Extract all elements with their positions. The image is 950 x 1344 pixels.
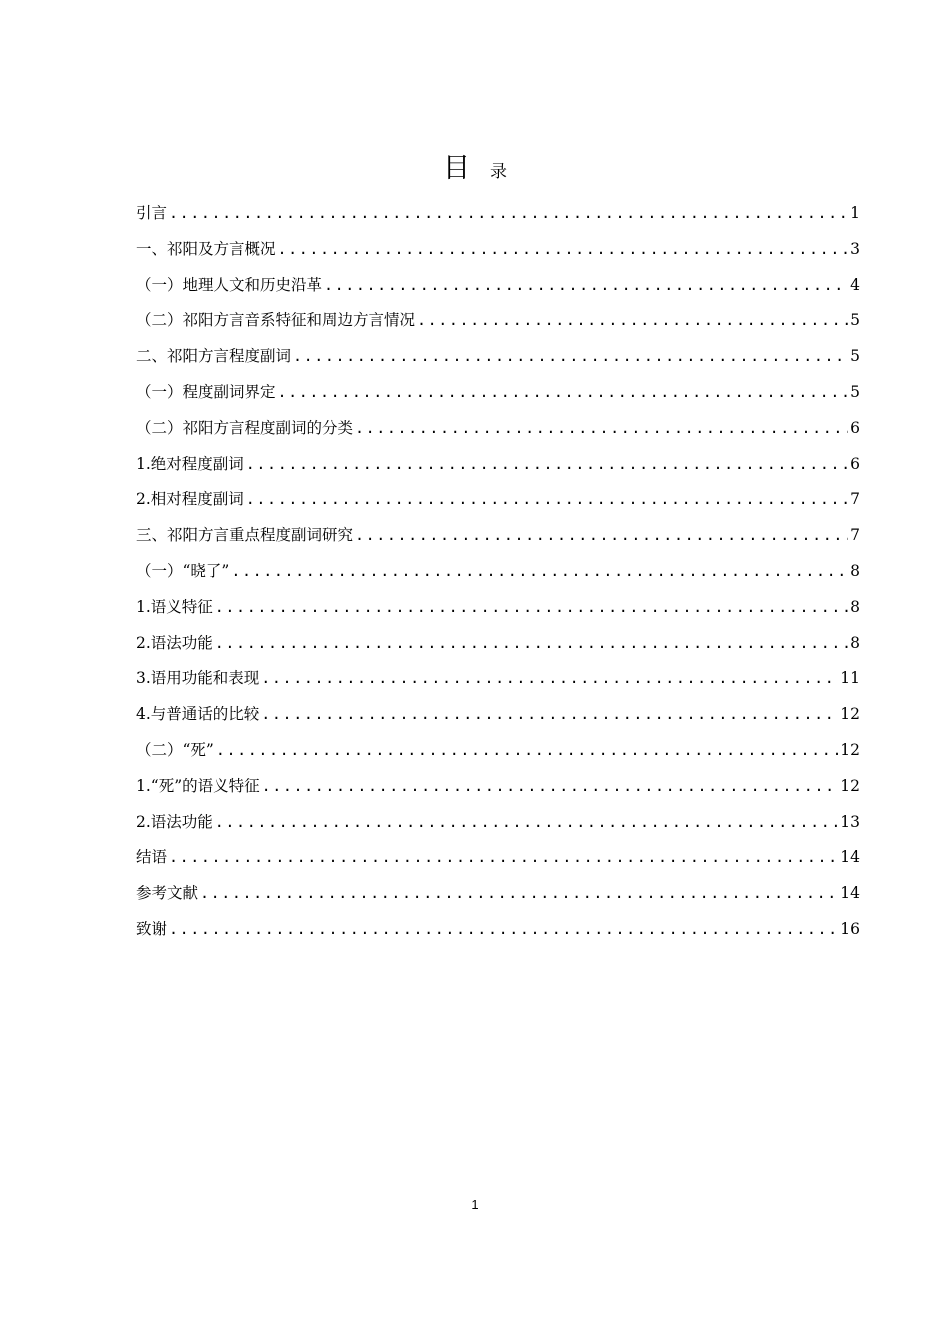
toc-entry-page: 6 [850, 454, 860, 473]
toc-entry-text: 结语 [136, 848, 168, 867]
toc-entry-text: 1.语义特征 [136, 597, 213, 616]
dot-leader [231, 560, 848, 582]
toc-entry[interactable] [136, 775, 860, 811]
toc-entry[interactable] [136, 846, 860, 882]
toc-entry-page: 7 [850, 490, 860, 509]
toc-entry-page: 1 [850, 204, 860, 222]
toc-entry-page: 6 [850, 418, 860, 437]
toc-entry-page: 14 [840, 884, 860, 903]
toc-entry-text: 1.“死”的语义特征 [136, 776, 260, 795]
toc-entry-text: 2.语法功能 [136, 633, 213, 652]
toc-entry-text: 二、祁阳方言程度副词 [136, 347, 292, 366]
toc-entry-text: 2.相对程度副词 [136, 490, 244, 509]
page-number: 1 [471, 1197, 479, 1212]
dot-leader [324, 274, 848, 296]
toc-entry-page: 8 [850, 597, 860, 616]
toc-entry-text: 4.与普通话的比较 [136, 705, 260, 724]
dot-leader [355, 524, 848, 546]
toc-entry-text: 1.绝对程度副词 [136, 454, 244, 473]
dot-leader [215, 632, 848, 654]
toc-entry-page: 3 [850, 239, 860, 258]
toc-entry[interactable] [136, 918, 860, 954]
toc-entry-text: 引言 [136, 204, 168, 222]
toc-entry-page: 12 [840, 740, 860, 759]
toc-entry-page: 5 [850, 382, 860, 401]
toc-entry-page: 8 [850, 633, 860, 652]
dot-leader [246, 453, 848, 475]
dot-leader [215, 596, 848, 618]
toc-entry-text: 三、祁阳方言重点程度副词研究 [136, 526, 354, 545]
dot-leader [169, 918, 838, 940]
dot-leader [278, 381, 849, 403]
toc-entry-text: 参考文献 [136, 884, 199, 903]
toc-entry[interactable] [136, 202, 860, 238]
toc-entry-text: （二）“死” [136, 740, 214, 759]
toc-entry-page: 7 [850, 526, 860, 545]
dot-leader [216, 739, 838, 761]
toc-entry-text: 一、祁阳及方言概况 [136, 239, 276, 258]
toc-entry[interactable] [136, 703, 860, 739]
dot-leader [293, 345, 848, 367]
toc-entry-text: 3.语用功能和表现 [136, 669, 260, 688]
toc-entry[interactable] [136, 811, 860, 847]
toc-entry-page: 12 [840, 705, 860, 724]
toc-entry-page: 5 [850, 311, 860, 330]
dot-leader [261, 703, 838, 725]
toc-entry[interactable] [136, 882, 860, 918]
toc-list [136, 202, 860, 954]
dot-leader [215, 811, 838, 833]
dot-leader [261, 667, 838, 689]
toc-entry[interactable] [136, 238, 860, 274]
dot-leader [355, 417, 848, 439]
toc-entry-page: 13 [840, 812, 860, 831]
toc-entry-text: （二）祁阳方言程度副词的分类 [136, 418, 354, 437]
toc-entry[interactable] [136, 345, 860, 381]
toc-entry[interactable] [136, 488, 860, 524]
toc-entry[interactable] [136, 596, 860, 632]
toc-entry[interactable] [136, 560, 860, 596]
dot-leader [278, 238, 849, 260]
toc-entry-page: 14 [840, 848, 860, 867]
toc-entry[interactable] [136, 739, 860, 775]
toc-entry-page: 5 [850, 347, 860, 366]
toc-entry[interactable] [136, 453, 860, 489]
toc-entry-text: 2.语法功能 [136, 812, 213, 831]
toc-title-char-2: 录 [490, 162, 507, 182]
toc-entry[interactable] [136, 417, 860, 453]
toc-entry[interactable] [136, 632, 860, 668]
dot-leader [262, 775, 839, 797]
toc-title-char-1: 目 [443, 153, 470, 184]
toc-entry[interactable] [136, 667, 860, 703]
dot-leader [200, 882, 838, 904]
toc-entry-page: 4 [850, 275, 860, 294]
toc-entry-page: 8 [850, 561, 860, 580]
toc-entry[interactable] [136, 274, 860, 310]
toc-entry-page: 11 [840, 669, 860, 688]
dot-leader [417, 309, 848, 331]
toc-entry-text: （一）“晓了” [136, 561, 230, 580]
toc-entry-text: （一）地理人文和历史沿革 [136, 275, 323, 294]
toc-entry-page: 12 [840, 776, 860, 795]
toc-entry[interactable] [136, 381, 860, 417]
toc-entry[interactable] [136, 524, 860, 560]
toc-entry[interactable] [136, 309, 860, 345]
toc-entry-text: （二）祁阳方言音系特征和周边方言情况 [136, 311, 416, 330]
dot-leader [169, 202, 848, 224]
dot-leader [246, 488, 848, 510]
toc-entry-text: 致谢 [136, 919, 168, 938]
toc-title [0, 146, 950, 185]
dot-leader [169, 846, 838, 868]
toc-entry-page: 16 [840, 919, 860, 938]
toc-entry-text: （一）程度副词界定 [136, 382, 276, 401]
